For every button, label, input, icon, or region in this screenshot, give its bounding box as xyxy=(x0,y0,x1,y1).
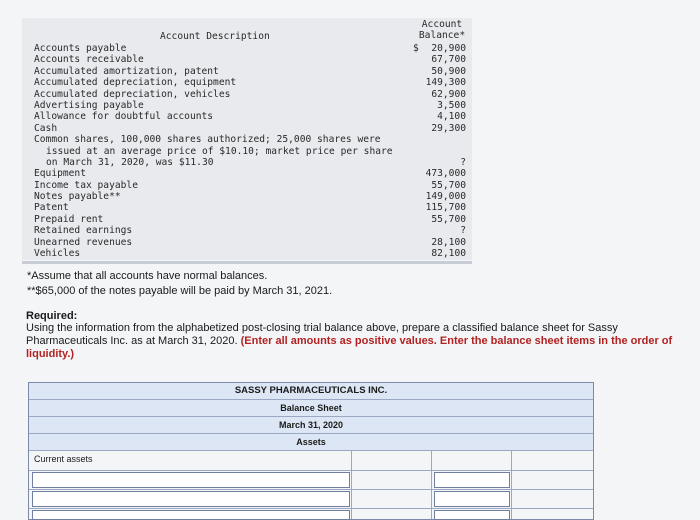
account-name: Vehicles xyxy=(34,248,81,260)
required-emphasis: (Enter all amounts as positive values. Enter the balance sheet items in the order of liquidity.) xyxy=(26,335,673,360)
panel-divider xyxy=(22,261,472,264)
account-name: Notes payable** xyxy=(34,191,121,203)
account-balance: ? xyxy=(460,156,466,168)
company-name: SASSY PHARMACEUTICALS INC. xyxy=(29,383,593,400)
statement-title: Balance Sheet xyxy=(29,400,593,417)
statement-date: March 31, 2020 xyxy=(29,417,593,434)
header-balance-line1: Account xyxy=(421,19,463,30)
required-title: Required: xyxy=(26,310,78,322)
header-account-balance xyxy=(415,19,469,42)
account-name: Unearned revenues xyxy=(34,236,133,248)
account-name: Advertising payable xyxy=(34,99,144,111)
account-name: issued at an average price of $10.10; market price per share xyxy=(46,145,393,157)
account-balance: 55,700 xyxy=(431,213,466,225)
current-assets-label: Current assets xyxy=(34,454,93,464)
account-name: Retained earnings xyxy=(34,225,133,237)
required-instructions: Using the information from the alphabetized post-closing trial balance above, prepare a classified balance sheet for Sassy Pharmaceuticals Inc. as at March 31, 2020. xyxy=(26,322,618,347)
account-balance: 62,900 xyxy=(431,88,466,100)
balance-sheet-table xyxy=(28,382,594,520)
account-name: Prepaid rent xyxy=(34,213,104,225)
account-balance: 50,900 xyxy=(431,65,466,77)
account-balance: 67,700 xyxy=(431,54,466,66)
account-balance: 28,100 xyxy=(431,236,466,248)
account-balance: ? xyxy=(460,225,466,237)
account-name: Allowance for doubtful accounts xyxy=(34,111,214,123)
balance-sheet-grid xyxy=(29,450,593,519)
account-names xyxy=(34,43,394,259)
account-name: Common shares, 100,000 shares authorized; 25,000 shares were xyxy=(34,134,381,146)
amount-input[interactable] xyxy=(434,491,510,507)
account-balance: 20,900 xyxy=(431,43,466,54)
note-normal-balances: *Assume that all accounts have normal balances. xyxy=(27,270,268,282)
required-text xyxy=(26,322,691,361)
account-balance: 82,100 xyxy=(431,248,466,260)
account-balance: 3,500 xyxy=(437,99,466,111)
account-name: Income tax payable xyxy=(34,179,138,191)
note-notes-payable: **$65,000 of the notes payable will be paid by March 31, 2021. xyxy=(27,285,333,297)
account-balance: 29,300 xyxy=(431,122,466,134)
account-name: Accounts payable xyxy=(34,43,127,54)
account-balance xyxy=(406,146,466,157)
header-account-description: Account Description xyxy=(160,31,270,42)
dollar-sign: $ xyxy=(413,43,419,54)
account-name: Accounts receivable xyxy=(34,54,144,66)
amount-input[interactable] xyxy=(434,510,510,520)
account-balance xyxy=(406,134,466,145)
account-name: Equipment xyxy=(34,168,86,180)
amount-input[interactable] xyxy=(434,472,510,488)
balance-sheet-header xyxy=(29,383,593,450)
header-balance-line2: Balance* xyxy=(418,30,466,42)
account-name: Accumulated depreciation, vehicles xyxy=(34,88,231,100)
account-name-input[interactable] xyxy=(32,472,350,488)
account-balance: 4,100 xyxy=(437,111,466,123)
account-name-input[interactable] xyxy=(32,510,350,520)
account-balance: 473,000 xyxy=(425,168,466,180)
account-name: Accumulated depreciation, equipment xyxy=(34,77,237,89)
account-balance: 149,000 xyxy=(425,191,466,203)
section-assets: Assets xyxy=(296,437,326,447)
account-balance: 115,700 xyxy=(425,202,466,214)
account-name: Accumulated amortization, patent xyxy=(34,65,219,77)
account-name-input[interactable] xyxy=(32,491,350,507)
account-balance: 55,700 xyxy=(431,179,466,191)
account-balances xyxy=(406,43,466,259)
account-name: Patent xyxy=(34,202,69,214)
account-name: Cash xyxy=(34,122,58,134)
account-name: on March 31, 2020, was $11.30 xyxy=(46,156,214,168)
account-balance: 149,300 xyxy=(425,77,466,89)
